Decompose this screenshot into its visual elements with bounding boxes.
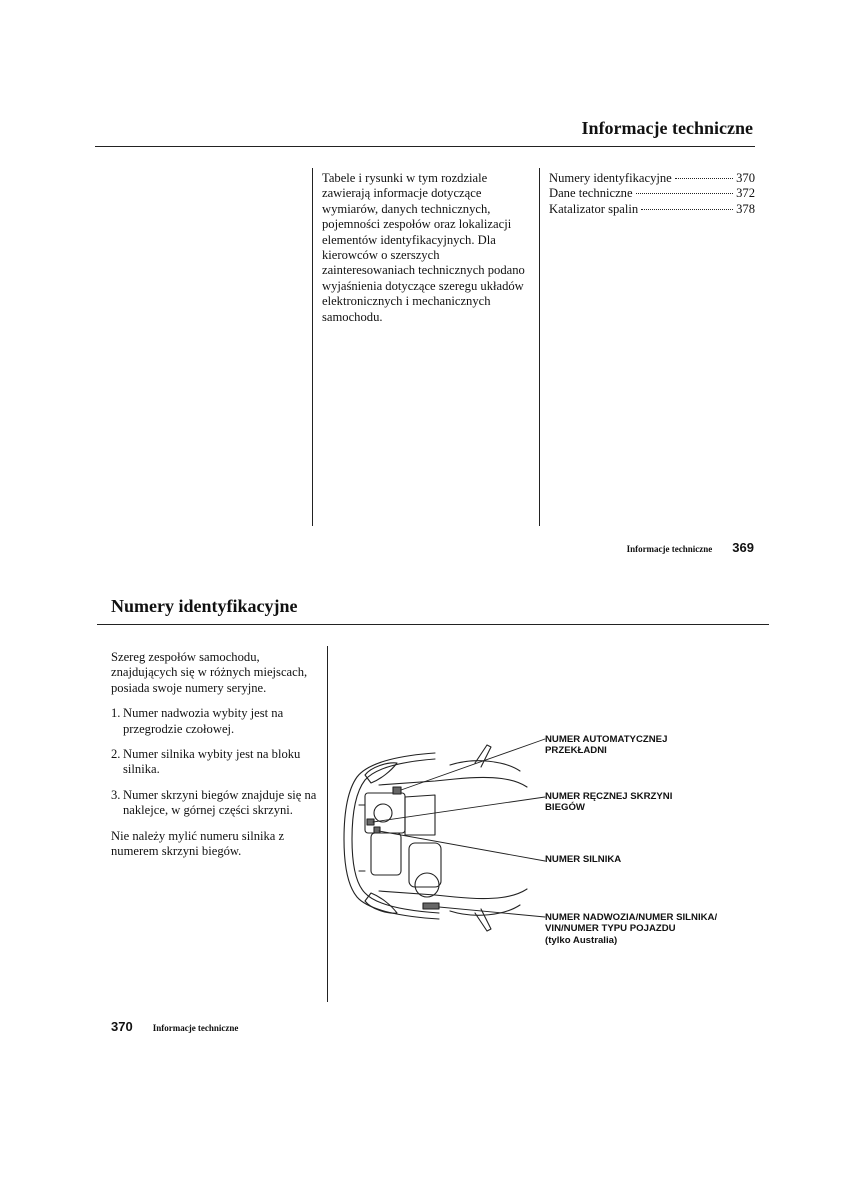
- callout-line: PRZEKŁADNI: [545, 745, 607, 757]
- title-divider: [95, 146, 755, 147]
- callout-line: VIN/NUMER TYPU POJAZDU: [545, 923, 676, 935]
- intro-paragraph: Szereg zespołów samochodu, znajdujących się w różnych miejscach, posiada swoje numery seryjne.: [111, 650, 308, 695]
- battery-shape: [409, 843, 441, 887]
- toc-item-page: 370: [736, 171, 755, 185]
- page-footer: [627, 540, 754, 555]
- note-paragraph: Nie należy mylić numeru silnika z numerem skrzyni biegów.: [111, 828, 285, 859]
- list-item-text: Numer nadwozia wybity jest na przegrodzie czołowej.: [123, 706, 284, 736]
- vin-plate-marker: [423, 903, 439, 909]
- list-item: [111, 788, 319, 819]
- list-item-number: 3.: [111, 787, 121, 802]
- page-footer: [111, 1019, 238, 1034]
- engine-block-shape: [365, 793, 405, 833]
- callout-line: NUMER NADWOZIA/NUMER SILNIKA/: [545, 912, 718, 923]
- transmission-label-marker: [393, 787, 401, 794]
- list-item: [111, 706, 319, 737]
- callout-line: NUMER AUTOMATYCZNEJ: [545, 734, 668, 745]
- callout-automatic-transmission: [545, 734, 667, 757]
- callout-leader-line: [401, 739, 545, 790]
- table-of-contents: [549, 171, 755, 217]
- toc-leader-dots: [636, 193, 734, 194]
- id-number-list: [111, 706, 319, 818]
- callout-line: BIEGÓW: [545, 802, 585, 814]
- toc-item[interactable]: [549, 186, 755, 201]
- callout-leader-line: [379, 831, 545, 861]
- title-divider: [97, 624, 769, 625]
- callout-leader-line: [373, 797, 545, 822]
- chapter-intro-text: Tabele i rysunki w tym rozdziale zawierają informacje dotyczące wymiarów, danych technicznych, pojemności zespołów oraz lokalizacji elementów identyfikacyjnych. Dla kierowców o szerszych zainteresowaniach technicznych podano wyjaśnienia dotyczące szeregu układów elektronicznych i mechanicznych samochodu.: [322, 171, 525, 324]
- toc-item[interactable]: [549, 202, 755, 217]
- column-divider-middle: [539, 168, 540, 526]
- callout-line: (tylko Australia): [545, 934, 618, 946]
- section-title: Numery identyfikacyjne: [111, 596, 298, 616]
- callout-engine-number: [545, 854, 621, 865]
- callout-line: NUMER RĘCZNEJ SKRZYNI: [545, 791, 673, 802]
- column-divider-left: [312, 168, 313, 526]
- toc-leader-dots: [641, 209, 733, 210]
- toc-item-label: Numery identyfikacyjne: [549, 171, 672, 185]
- page-number: 370: [111, 1019, 133, 1034]
- toc-leader-dots: [675, 178, 733, 179]
- list-item-text: Numer skrzyni biegów znajduje się na naklejce, w górnej części skrzyni.: [123, 787, 317, 818]
- page-title: Informacje techniczne: [581, 118, 753, 138]
- toc-item-page: 372: [736, 186, 755, 201]
- footer-section-label: Informacje techniczne: [152, 1023, 239, 1033]
- toc-item-page: 378: [736, 201, 755, 216]
- toc-item[interactable]: [549, 171, 755, 186]
- footer-section-label: Informacje techniczne: [626, 544, 713, 554]
- list-item: [111, 747, 319, 778]
- toc-item-label: Dane techniczne: [549, 186, 633, 201]
- callout-vin-number: [545, 912, 717, 946]
- callout-manual-gearbox: [545, 791, 672, 814]
- list-item-text: Numer silnika wybity jest na bloku silnika.: [123, 747, 301, 777]
- toc-item-label: Katalizator spalin: [549, 201, 639, 216]
- column-divider: [327, 646, 328, 1002]
- list-item-number: 1.: [111, 706, 121, 721]
- car-engine-bay-diagram: [335, 735, 550, 945]
- page-number: 369: [732, 540, 754, 555]
- engine-number-marker: [374, 827, 380, 833]
- body-text-column: [111, 650, 319, 869]
- left-mirror-shape: [475, 745, 491, 767]
- callout-line: NUMER SILNIKA: [545, 854, 622, 865]
- right-mirror-shape: [475, 909, 491, 931]
- list-item-number: 2.: [111, 747, 121, 762]
- windshield-line-upper: [450, 761, 520, 771]
